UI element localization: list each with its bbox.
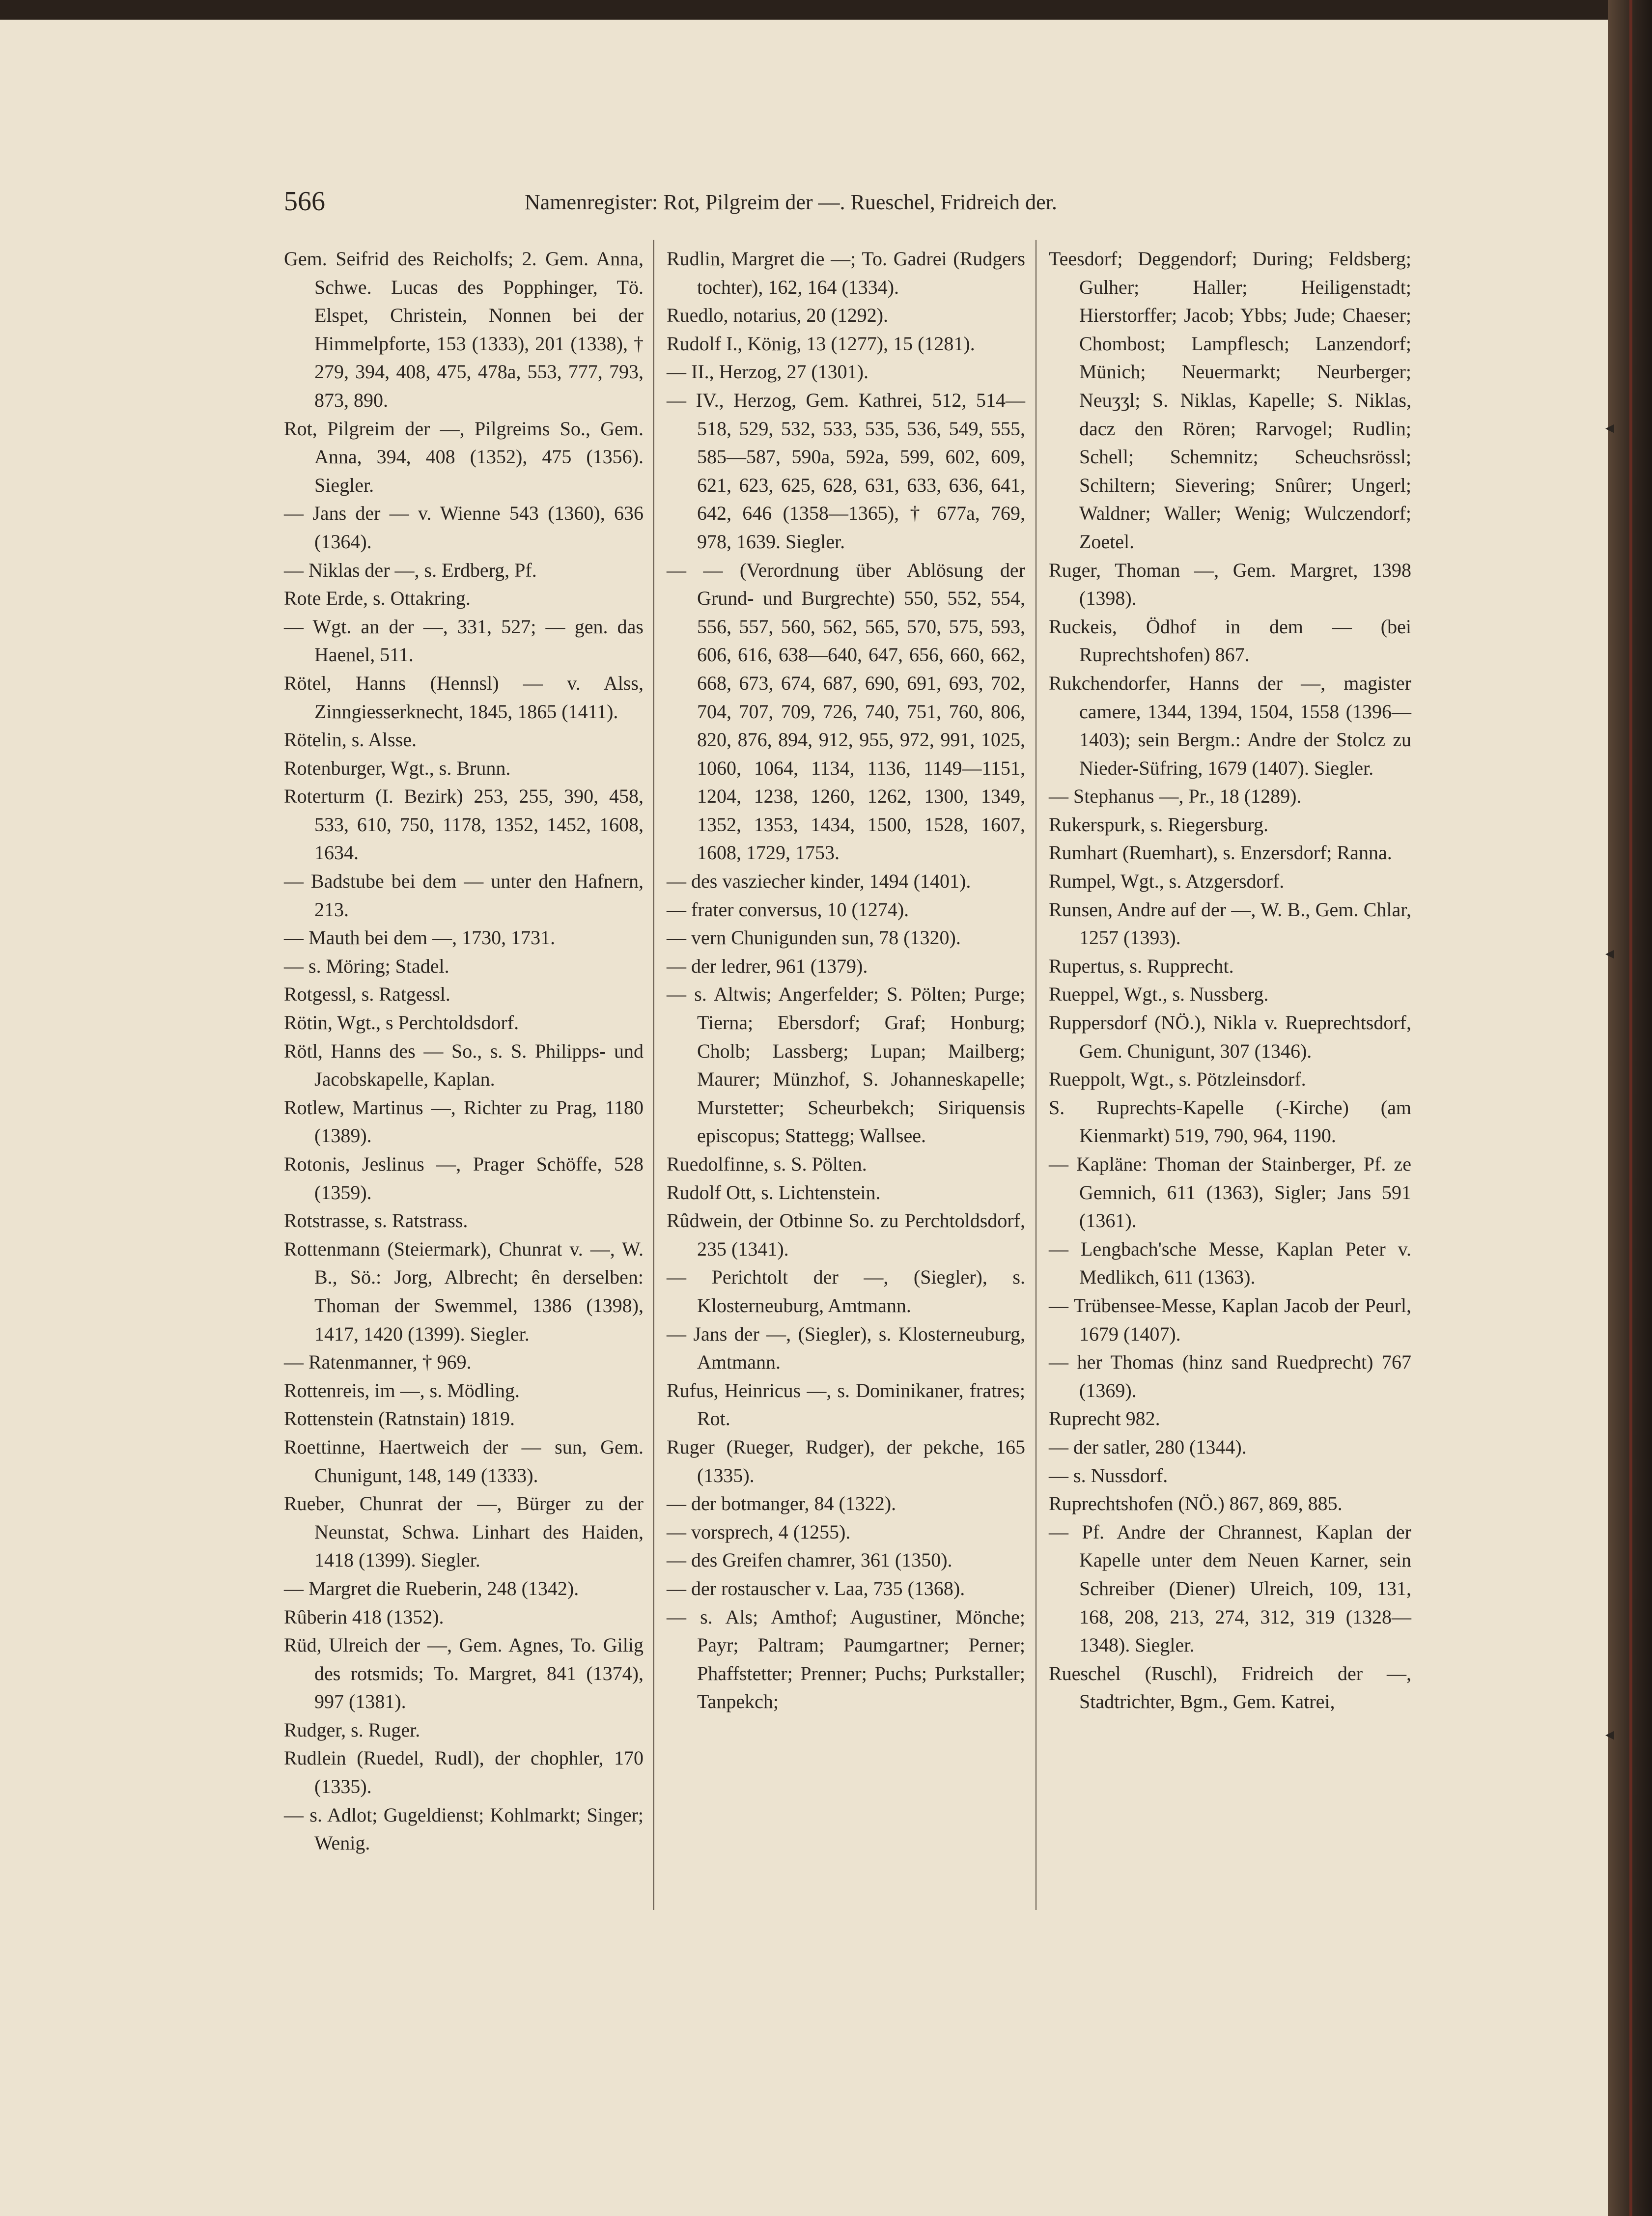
margin-arrow-icon: ◂ — [1605, 1724, 1615, 1744]
index-entry: — Badstube bei dem — unter den Hafnern, 213. — [284, 870, 644, 921]
index-entry: — Pf. Andre der Chrannest, Kaplan der Kapelle unter dem Neuen Karner, sein Schreiber (Diener) Ulreich, 109, 131, 168, 208, 213, 274, 312, 319 (1328—1348). Siegler. — [1049, 1520, 1411, 1656]
index-entry: — Wgt. an der —, 331, 527; — gen. das Haenel, 511. — [284, 615, 644, 666]
index-entry: Rudolf I., König, 13 (1277), 15 (1281). — [667, 332, 975, 355]
index-entry: — des Greifen chamrer, 361 (1350). — [667, 1549, 952, 1571]
index-entry: Rudlein (Ruedel, Rudl), der chophler, 170 (1335). — [284, 1747, 644, 1798]
index-entry: — — (Verordnung über Ablösung der Grund- und Burgrechte) 550, 552, 554, 556, 557, 560, 562, 565, 570, 575, 593, 606, 616, 638—640, 647, 656, 660, 662, 668, 673, 674, 687, 690, 691, 693, 702, 704, 707, 709, 726, 740, 751, 760, 806, 820, 876, 894, 912, 955, 972, 991, 1025, 1060, 1064, 1134, 1136, 1149—1151, 1204, 1238, 1260, 1262, 1300, 1349, 1352, 1353, 1434, 1500, 1528, 1607, 1608, 1729, 1753. — [667, 559, 1025, 864]
margin-arrow-icon: ◂ — [1605, 418, 1615, 438]
index-entry: — Jans der —, (Siegler), s. Klosterneuburg, Amtmann. — [667, 1322, 1025, 1374]
index-entry: — s. Nussdorf. — [1049, 1464, 1168, 1487]
index-entry: Ruppersdorf (NÖ.), Nikla v. Rueprechtsdorf, Gem. Chunigunt, 307 (1346). — [1049, 1011, 1411, 1062]
index-entry: Teesdorf; Deggendorf; During; Feldsberg; Gulher; Haller; Heiligenstadt; Hierstorffer; Jacob; Ybbs; Jude; Chaeser; Chombost; Lampflesch; Lanzendorf; Münich; Neuermarkt; Neurberger; Neuʒʒl; S. Niklas, Kapelle; S. Niklas, dacz den Rören; Rarvogel; Rudlin; Schell; Schemnitz; Scheuchsrössl; Schiltern; Sievering; Snûrer; Ungerl; Waldner; Waller; Wenig; Wulczendorf; Zoetel. — [1049, 248, 1411, 553]
index-entry: Rumpel, Wgt., s. Atzgersdorf. — [1049, 870, 1285, 893]
index-entry: Roterturm (I. Bezirk) 253, 255, 390, 458, 533, 610, 750, 1178, 1352, 1452, 1608, 1634. — [284, 785, 644, 864]
index-entry: — der satler, 280 (1344). — [1049, 1435, 1247, 1458]
page-header — [284, 186, 1414, 220]
index-entry: Rüd, Ulreich der —, Gem. Agnes, To. Gilig des rotsmids; To. Margret, 841 (1374), 997 (1381). — [284, 1634, 644, 1713]
index-entry: — der botmanger, 84 (1322). — [667, 1492, 896, 1515]
index-entry: — vern Chunigunden sun, 78 (1320). — [667, 926, 961, 949]
index-entry: — der ledrer, 961 (1379). — [667, 954, 868, 977]
index-entry: — des vasziecher kinder, 1494 (1401). — [667, 870, 971, 893]
index-entry: Ruprecht 982. — [1049, 1407, 1160, 1430]
index-entry: Rueber, Chunrat der —, Bürger zu der Neunstat, Schwa. Linhart des Haiden, 1418 (1399). Siegler. — [284, 1492, 644, 1571]
index-entry: — der rostauscher v. Laa, 735 (1368). — [667, 1577, 965, 1599]
index-entry: Rot, Pilgreim der —, Pilgreims So., Gem. Anna, 394, 408 (1352), 475 (1356). Siegler. — [284, 417, 644, 496]
index-entry: Rottenstein (Ratnstain) 1819. — [284, 1407, 515, 1430]
index-entry: — Trübensee-Messe, Kaplan Jacob der Peurl, 1679 (1407). — [1049, 1294, 1411, 1345]
index-column-1 — [284, 245, 644, 1857]
page-number: 566 — [284, 186, 325, 217]
index-entry: — Lengbach'sche Messe, Kaplan Peter v. Medlikch, 611 (1363). — [1049, 1237, 1411, 1289]
index-entry: Rûberin 418 (1352). — [284, 1605, 444, 1628]
index-entry: Gem. Seifrid des Reicholfs; 2. Gem. Anna, Schwe. Lucas des Popphinger, Tö. Elspet, Christein, Nonnen bei der Himmelpforte, 153 (1333), 201 (1338), † 279, 394, 408, 475, 478a, 553, 777, 793, 873, 890. — [284, 248, 644, 411]
index-entry: Rotstrasse, s. Ratstrass. — [284, 1209, 468, 1232]
index-entry: Ruedolfinne, s. S. Pölten. — [667, 1153, 867, 1175]
index-entry: Ruger (Rueger, Rudger), der pekche, 165 (1335). — [667, 1435, 1025, 1487]
spine-edge — [1629, 0, 1632, 2216]
index-entry: Rueschel (Ruschl), Fridreich der —, Stadtrichter, Bgm., Gem. Katrei, — [1049, 1662, 1411, 1713]
index-entry: — frater conversus, 10 (1274). — [667, 898, 909, 921]
index-entry: Runsen, Andre auf der —, W. B., Gem. Chlar, 1257 (1393). — [1049, 898, 1411, 949]
index-entry: Rottenmann (Steiermark), Chunrat v. —, W. B., Sö.: Jorg, Albrecht; ên derselben: Thoman der Swemmel, 1386 (1398), 1417, 1420 (1399). Siegler. — [284, 1237, 644, 1345]
index-entry: Rotonis, Jeslinus —, Prager Schöffe, 528 (1359). — [284, 1153, 644, 1204]
index-entry: Rötin, Wgt., s Perchtoldsdorf. — [284, 1011, 519, 1034]
index-entry: Rotenburger, Wgt., s. Brunn. — [284, 757, 511, 779]
index-entry: Rotlew, Martinus —, Richter zu Prag, 1180 (1389). — [284, 1096, 644, 1147]
index-entry: — s. Möring; Stadel. — [284, 954, 449, 977]
index-entry: — her Thomas (hinz sand Ruedprecht) 767 (1369). — [1049, 1351, 1411, 1402]
index-entry: — s. Als; Amthof; Augustiner, Mönche; Payr; Paltram; Paumgartner; Perner; Phaffstetter; Prenner; Puchs; Purkstaller; Tanpekch; — [667, 1605, 1025, 1713]
index-entry: — Niklas der —, s. Erdberg, Pf. — [284, 559, 537, 581]
index-entry: Ruedlo, notarius, 20 (1292). — [667, 304, 889, 327]
index-entry: — II., Herzog, 27 (1301). — [667, 361, 868, 383]
index-entry: — Ratenmanner, † 969. — [284, 1351, 472, 1374]
index-entry: Rote Erde, s. Ottakring. — [284, 587, 471, 610]
index-entry: — IV., Herzog, Gem. Kathrei, 512, 514—518, 529, 532, 533, 535, 536, 549, 555, 585—587, 590a, 592a, 599, 602, 609, 621, 623, 625, 628, 631, 633, 636, 641, 642, 646 (1358—1365), † 677a, 769, 978, 1639. Siegler. — [667, 389, 1025, 553]
index-entry: Rötelin, s. Alsse. — [284, 729, 417, 751]
index-entry: Rûdwein, der Otbinne So. zu Perchtoldsdorf, 235 (1341). — [667, 1209, 1025, 1260]
index-entry: — s. Adlot; Gugeldienst; Kohlmarkt; Singer; Wenig. — [284, 1803, 644, 1854]
index-entry: Rudlin, Margret die —; To. Gadrei (Rudgers tochter), 162, 164 (1334). — [667, 248, 1025, 298]
running-title: Namenregister: Rot, Pilgreim der —. Rueschel, Fridreich der. — [525, 190, 1057, 214]
index-entry: — Jans der — v. Wienne 543 (1360), 636 (1364). — [284, 502, 644, 553]
index-entry: Rumhart (Ruemhart), s. Enzersdorf; Ranna. — [1049, 842, 1392, 864]
index-entry: Roettinne, Haertweich der — sun, Gem. Chunigunt, 148, 149 (1333). — [284, 1435, 644, 1487]
index-column-3 — [1049, 245, 1411, 1716]
index-entry: Rukerspurk, s. Riegersburg. — [1049, 813, 1268, 836]
index-entry: Rotgessl, s. Ratgessl. — [284, 983, 450, 1006]
index-entry: — Mauth bei dem —, 1730, 1731. — [284, 926, 556, 949]
column-divider — [653, 240, 654, 1910]
index-entry: Rupertus, s. Rupprecht. — [1049, 954, 1234, 977]
index-entry: Rötl, Hanns des — So., s. S. Philipps- und Jacobskapelle, Kaplan. — [284, 1039, 644, 1091]
index-entry: S. Ruprechts-Kapelle (-Kirche) (am Kienmarkt) 519, 790, 964, 1190. — [1049, 1096, 1411, 1147]
index-entry: Rötel, Hanns (Hennsl) — v. Alss, Zinngiesserknecht, 1845, 1865 (1411). — [284, 672, 644, 723]
index-entry: Rueppolt, Wgt., s. Pötzleinsdorf. — [1049, 1068, 1306, 1091]
index-entry: Ruger, Thoman —, Gem. Margret, 1398 (1398). — [1049, 559, 1411, 610]
index-entry: Rudger, s. Ruger. — [284, 1718, 420, 1741]
index-entry: — Kapläne: Thoman der Stainberger, Pf. ze Gemnich, 611 (1363), Sigler; Jans 591 (1361). — [1049, 1153, 1411, 1232]
index-entry: Rufus, Heinricus —, s. Dominikaner, fratres; Rot. — [667, 1379, 1025, 1430]
index-entry: Rudolf Ott, s. Lichtenstein. — [667, 1181, 881, 1204]
margin-arrow-icon: ◂ — [1605, 943, 1615, 963]
index-column-2 — [667, 245, 1025, 1716]
index-entry: — Margret die Rueberin, 248 (1342). — [284, 1577, 579, 1599]
index-entry: — vorsprech, 4 (1255). — [667, 1520, 851, 1543]
index-entry: — s. Altwis; Angerfelder; S. Pölten; Purge; Tierna; Ebersdorf; Graf; Honburg; Cholb; Lassberg; Lupan; Mailberg; Maurer; Münzhof, S. Johanneskapelle; Murstetter; Scheurbekch; Siriquensis episcopus; Stattegg; Wallsee. — [667, 983, 1025, 1147]
index-entry: Ruprechtshofen (NÖ.) 867, 869, 885. — [1049, 1492, 1343, 1515]
index-entry: Rottenreis, im —, s. Mödling. — [284, 1379, 520, 1402]
index-entry: Ruckeis, Ödhof in dem — (bei Ruprechtshofen) 867. — [1049, 615, 1411, 666]
index-entry: — Perichtolt der —, (Siegler), s. Klosterneuburg, Amtmann. — [667, 1266, 1025, 1317]
index-entry: Rukchendorfer, Hanns der —, magister camere, 1344, 1394, 1504, 1558 (1396—1403); sein Bergm.: Andre der Stolcz zu Nieder-Süfring, 1679 (1407). Siegler. — [1049, 672, 1411, 779]
index-entry: Rueppel, Wgt., s. Nussberg. — [1049, 983, 1269, 1006]
index-entry: — Stephanus —, Pr., 18 (1289). — [1049, 785, 1302, 808]
